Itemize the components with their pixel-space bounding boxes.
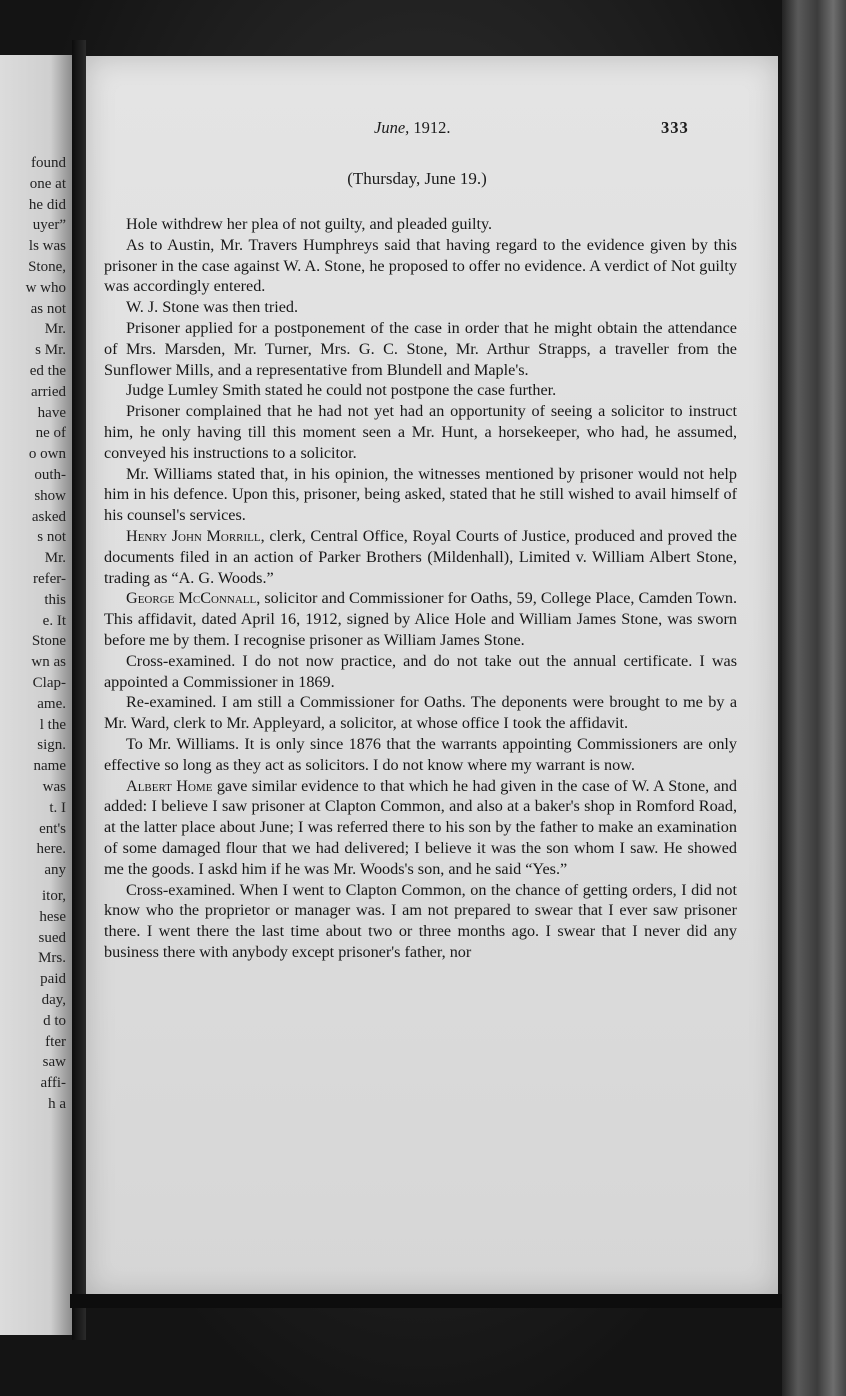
facing-page-fragment: w who: [25, 279, 66, 296]
paragraph: [104, 588, 737, 650]
document-page: [86, 56, 778, 1296]
paragraph: [104, 380, 737, 401]
facing-page-fragment: arried: [31, 383, 66, 400]
witness-name: Henry John Morrill: [126, 526, 261, 545]
facing-page-fragment: Mr.: [44, 321, 66, 338]
running-title-month: June,: [374, 118, 410, 137]
facing-page-fragment: fter: [45, 1033, 66, 1050]
paragraph: [104, 880, 737, 963]
facing-page-fragment: wn as: [31, 654, 66, 671]
facing-page-fragment: ed the: [29, 363, 66, 379]
facing-page-fragment: s Mr.: [35, 342, 66, 359]
paragraph-text: Mr. Williams stated that, in his opinion, the witnesses mentioned by prisoner would not help him in his defence. Upon this, prisoner, being asked, stated that he still wished to avail himself of his counsel's services.: [104, 464, 737, 525]
paragraph: [104, 526, 737, 588]
facing-page-fragment: sign.: [37, 737, 66, 754]
facing-page-fragment: Stone,: [28, 259, 66, 275]
paragraph: [104, 297, 737, 318]
paragraph-text: Cross-examined. I do not now practice, and do not take out the annual certificate. I was appointed a Commissioner in 1869.: [104, 651, 737, 691]
facing-page-fragment: t. I: [49, 799, 66, 816]
day-heading: (Thursday, June 19.): [347, 169, 487, 188]
facing-page-fragment: show: [34, 487, 66, 504]
paragraph-text: W. J. Stone was then tried.: [126, 298, 299, 317]
paragraph-text: Hole withdrew her plea of not guilty, and pleaded guilty.: [126, 215, 493, 233]
body-text: [104, 214, 737, 963]
facing-page-fragment: o own: [28, 446, 66, 463]
paragraph: [104, 235, 737, 297]
facing-page-fragment: affi-: [40, 1075, 66, 1092]
facing-page-fragment: refer-: [33, 571, 66, 587]
paragraph-text: gave similar evidence to that which he had given in the case of W. A Stone, and added: I believe I saw prisoner at Clapton Common, and also at a baker's shop in Romford Road, at the latter place about June; I was referred there to his son by the father to make an examination of some damaged flour that we had delivered; I believe it was the son whom I saw. He showed me the goods. I askd him if he was Mr. Woods's son, and he said “Yes.”: [104, 776, 737, 878]
facing-page-fragment: s not: [37, 529, 66, 546]
facing-page-fragment: as not: [30, 300, 66, 317]
paragraph: [104, 651, 737, 693]
facing-page-fragment: itor,: [42, 888, 66, 904]
facing-page-fragment: here.: [36, 841, 66, 858]
paragraph-text: As to Austin, Mr. Travers Humphreys said that having regard to the evidence given by this prisoner in the case against W. A. Stone, he proposed to offer no evidence. A verdict of Not guilty was accordingly entered.: [104, 235, 737, 296]
facing-page-fragment: was: [42, 779, 66, 795]
paragraph-text: Cross-examined. When I went to Clapton Common, on the chance of getting orders, I did not know who the proprietor or manager was. I am not prepared to swear that I ever saw prisoner there. I went there the last time about two or three months ago. I swear that I never did any business there with anybody except prisoner's father, nor: [104, 880, 737, 961]
facing-page-fragment: ame.: [37, 695, 66, 712]
facing-page-fragment: have: [37, 404, 66, 421]
page-bottom-shadow: [70, 1294, 782, 1308]
facing-page-fragment: h a: [48, 1096, 66, 1112]
witness-name: Albert Home: [126, 776, 213, 795]
paragraph-text: To Mr. Williams. It is only since 1876 that the warrants appointing Commissioners are only effective so long as they act as solicitors. I do not know where my warrant is now.: [104, 734, 737, 774]
facing-page-fragment: outh-: [34, 467, 66, 483]
page-number: 333: [661, 118, 689, 137]
facing-page-fragment: name: [33, 758, 66, 775]
facing-page-fragment: hese: [39, 908, 66, 925]
paragraph: [104, 692, 737, 734]
facing-page-fragment: e. It: [42, 612, 66, 629]
facing-page-fragment: day,: [41, 992, 66, 1008]
facing-page-fragment: ne of: [35, 425, 66, 442]
paragraph: [104, 776, 737, 880]
facing-page-fragment: uyer”: [32, 217, 66, 234]
facing-page-fragment: asked: [31, 508, 66, 525]
facing-page-fragment: d to: [43, 1012, 66, 1029]
book-gutter: [72, 40, 86, 1340]
paragraph: [104, 401, 737, 463]
facing-page-fragment: Mr.: [44, 550, 66, 567]
paragraph-text: , solicitor and Commissioner for Oaths, 59, College Place, Camden Town. This affidavit, dated April 16, 1912, signed by Alice Hole and William James Stone, was sworn before me by them. I recognise prisoner as William James Stone.: [104, 589, 737, 649]
paragraph-text: , clerk, Central Office, Royal Courts of Justice, produced and proved the documents filed in an action of Parker Brothers (Mildenhall), Limited v. William Albert Stone, trading as “A. G. Woods.”: [104, 526, 737, 587]
witness-name: George McConnall: [126, 589, 257, 608]
facing-page-fragment: he did: [28, 196, 66, 213]
facing-page-fragment: sued: [38, 929, 66, 946]
facing-page-edge: [0, 55, 72, 1335]
facing-page-fragment: ls was: [28, 238, 66, 255]
running-title-year: 1912.: [413, 118, 451, 137]
paragraph: [104, 464, 737, 526]
paragraph-text: Judge Lumley Smith stated he could not postpone the case further.: [126, 381, 557, 400]
facing-page-fragment: l the: [39, 716, 66, 733]
paragraph: [104, 318, 737, 380]
paragraph-text: Re-examined. I am still a Commissioner for Oaths. The deponents were brought to me by a Mr. Ward, clerk to Mr. Appleyard, a solicitor, at whose office I took the affidavit.: [104, 693, 737, 733]
facing-page-fragment: saw: [42, 1054, 66, 1071]
facing-page-fragment: Mrs.: [38, 950, 66, 967]
facing-page-fragment: one at: [29, 175, 66, 192]
paragraph: [104, 734, 737, 776]
book-edge: [782, 0, 846, 1396]
facing-page-fragment: this: [44, 591, 66, 608]
facing-page-fragment: Clap-: [32, 675, 66, 691]
facing-page-fragment: paid: [40, 971, 66, 988]
running-title: [374, 118, 451, 138]
paragraph: [104, 214, 737, 235]
facing-page-fragment: Stone: [31, 633, 66, 650]
paragraph-text: Prisoner applied for a postponement of the case in order that he might obtain the attendance of Mrs. Marsden, Mr. Turner, Mrs. G. C. Stone, Mr. Arthur Strapps, a traveller from the Sunflower Mills, and a representative from Blundell and Maple's.: [104, 318, 737, 379]
facing-page-fragment: found: [31, 155, 66, 171]
paragraph-text: Prisoner complained that he had not yet had an opportunity of seeing a solicitor to instruct him, he only having till this moment seen a Mr. Hunt, a horsekeeper, who had, he assumed, conveyed his instructions to a solicitor.: [104, 402, 737, 462]
facing-page-fragment: ent's: [39, 820, 66, 837]
facing-page-fragment: any: [44, 862, 66, 879]
